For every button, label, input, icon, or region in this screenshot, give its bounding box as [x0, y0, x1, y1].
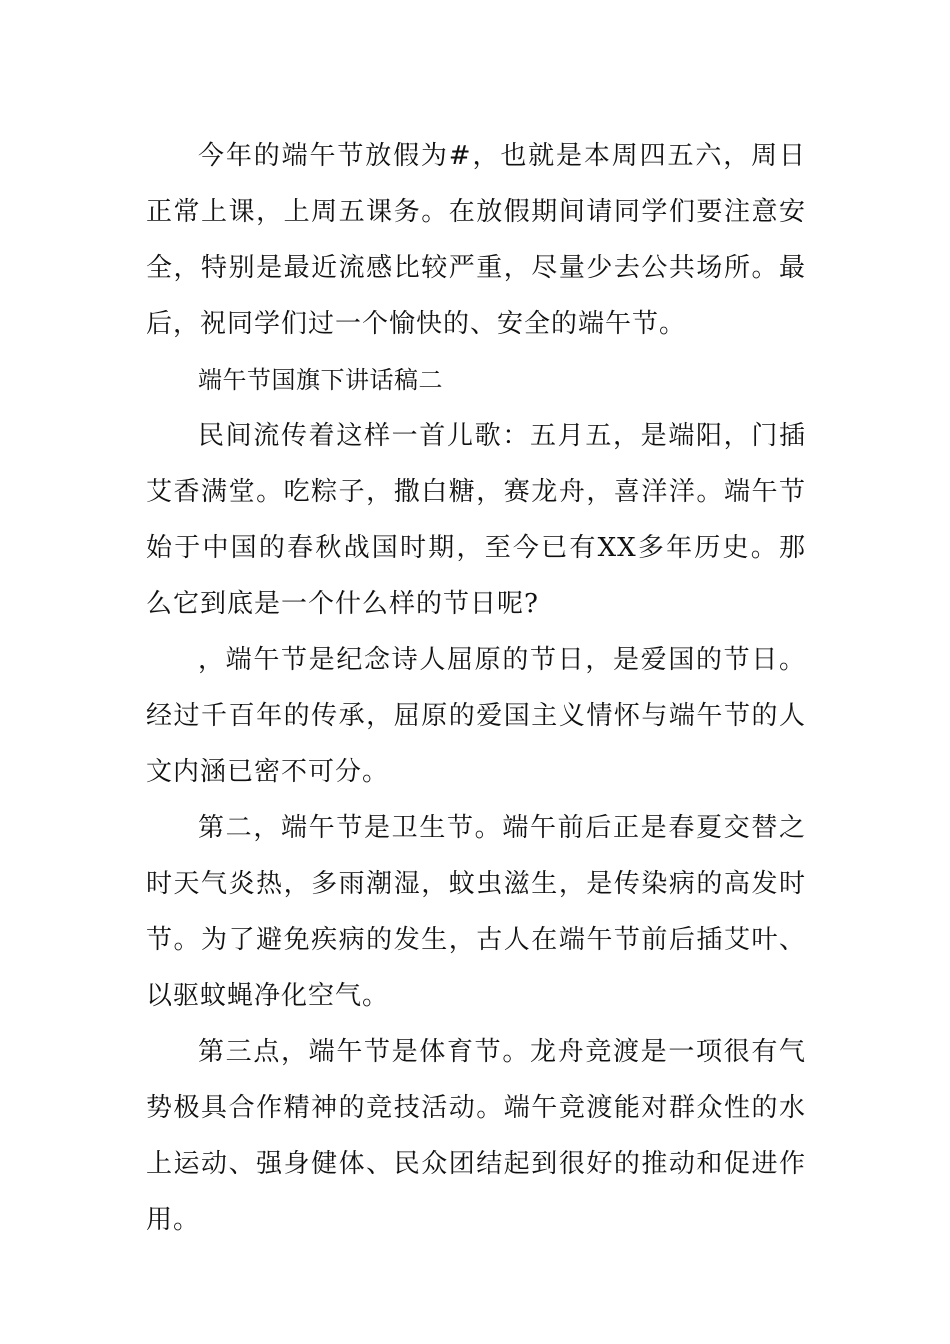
- document-body: [146, 128, 806, 1248]
- section-heading: 端午节国旗下讲话稿二: [198, 366, 443, 394]
- paragraph-hygiene-festival: 第二，端午节是卫生节。端午前后正是春夏交替之时天气炎热，多雨潮湿，蚊虫滋生，是传染病的高发时节。为了避免疾病的发生，古人在端午节前后插艾叶、以驱蚊蝇净化空气。: [146, 813, 806, 1011]
- paragraph-patriotic-festival: ，端午节是纪念诗人屈原的节日，是爱国的节日。经过千百年的传承，屈原的爱国主义情怀与端午节的人文内涵已密不可分。: [146, 645, 806, 787]
- paragraph-sports-festival: 第三点，端午节是体育节。龙舟竞渡是一项很有气势极具合作精神的竞技活动。端午竞渡能对群众性的水上运动、强身健体、民众团结起到很好的推动和促进作用。: [146, 1037, 806, 1235]
- paragraph-holiday-notice: 今年的端午节放假为#，也就是本周四五六，周日正常上课，上周五课务。在放假期间请同学们要注意安全，特别是最近流感比较严重，尽量少去公共场所。最后，祝同学们过一个愉快的、安全的端午节。: [146, 141, 806, 339]
- paragraph-folk-song: 民间流传着这样一首儿歌：五月五，是端阳，门插艾香满堂。吃粽子，撒白糖，赛龙舟，喜洋洋。端午节始于中国的春秋战国时期，至今已有XX多年历史。那么它到底是一个什么样的节日呢?: [146, 421, 806, 619]
